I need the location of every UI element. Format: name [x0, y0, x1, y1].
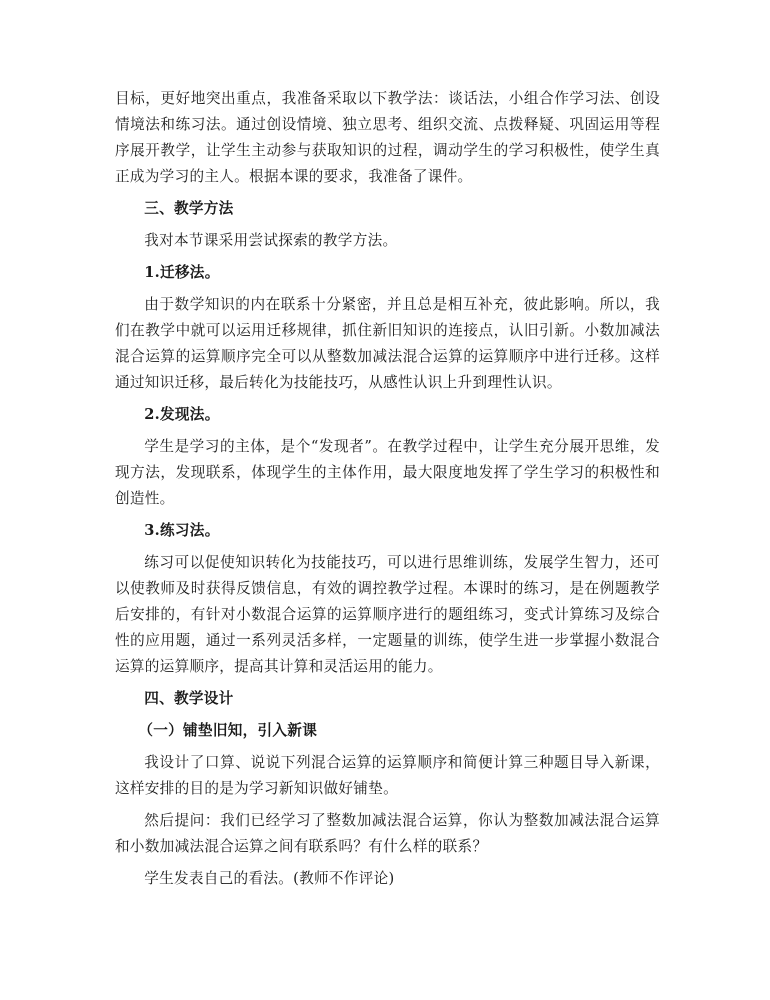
- document-page: [115, 86, 660, 892]
- paragraph-warmup-design: 我设计了口算、说说下列混合运算的运算顺序和简便计算三种题目导入新课，这样安排的目的是为学习新知识做好铺垫。: [115, 754, 660, 797]
- paragraph-transfer-method: 由于数学知识的内在联系十分紧密，并且总是相互补充，彼此影响。所以，我们在教学中就可以运用迁移规律，抓住新旧知识的连接点，认旧引新。小数加减法混合运算的运算顺序完全可以从整数加减法混合运算的运算顺序中进行迁移。这样通过知识迁移，最后转化为技能技巧，从感性认识上升到理性认识。: [115, 296, 660, 391]
- paragraph-practice-method: 练习可以促使知识转化为技能技巧，可以进行思维训练，发展学生智力，还可以使教师及时获得反馈信息，有效的调控教学过程。本课时的练习，是在例题教学后安排的，有针对小数混合运算的运算顺序进行的题组练习，变式计算练习及综合性的应用题，通过一系列灵活多样，一定题量的训练，使学生进一步掌握小数混合运算的运算顺序，提高其计算和灵活运用的能力。: [115, 554, 660, 675]
- paragraph-question: 然后提问：我们已经学习了整数加减法混合运算，你认为整数加减法混合运算和小数加减法混合运算之间有联系吗？有什么样的联系？: [115, 812, 660, 855]
- subheading-discovery-method: 2.发现法。: [144, 406, 220, 423]
- subheading-practice-method: 3.练习法。: [144, 522, 220, 539]
- paragraph-intro-goals: 目标，更好地突出重点，我准备采取以下教学法：谈话法，小组合作学习法、创设情境法和练习法。通过创设情境、独立思考、组织交流、点拨释疑、巩固运用等程序展开教学，让学生主动参与获取知识的过程，调动学生的学习积极性，使学生真正成为学习的主人。根据本课的要求，我准备了课件。: [115, 90, 660, 185]
- section-heading-teaching-methods: 三、教学方法: [144, 200, 234, 217]
- subheading-transfer-method: 1.迁移法。: [144, 264, 220, 281]
- paragraph-method-summary: 我对本节课采用尝试探索的教学方法。: [144, 232, 398, 249]
- paragraph-student-views: 学生发表自己的看法。(教师不作评论): [144, 870, 395, 887]
- subheading-review-intro: （一）铺垫旧知，引入新课: [138, 722, 318, 739]
- section-heading-teaching-design: 四、教学设计: [144, 690, 234, 707]
- paragraph-discovery-method: 学生是学习的主体，是个“发现者”。在教学过程中，让学生充分展开思维，发现方法，发现联系，体现学生的主体作用，最大限度地发挥了学生学习的积极性和创造性。: [115, 438, 660, 507]
